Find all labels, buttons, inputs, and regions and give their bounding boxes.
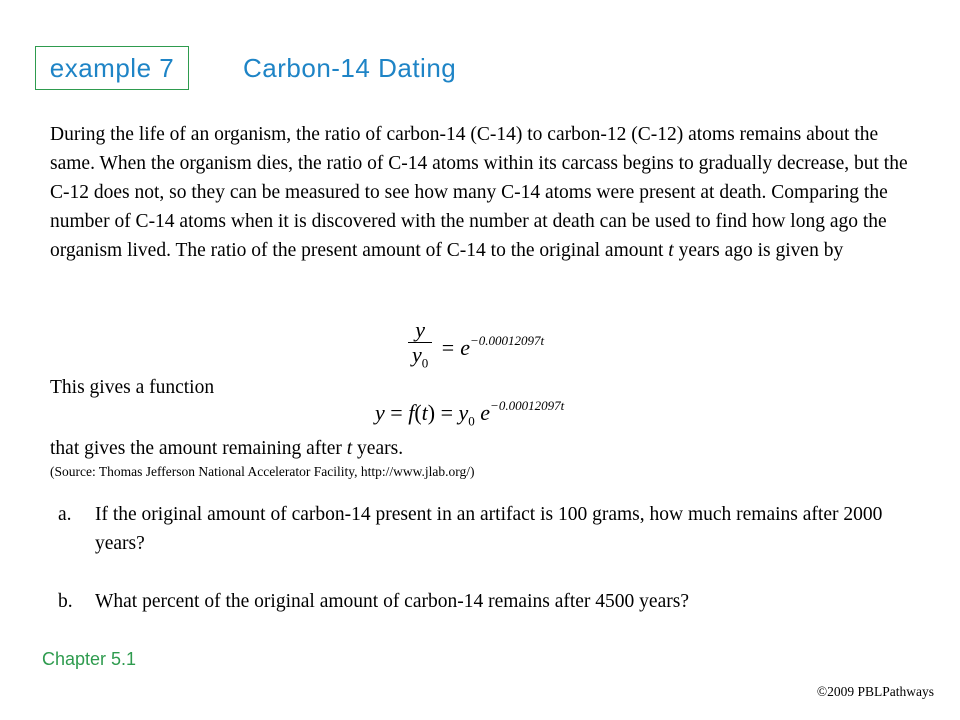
fraction-denominator [408, 342, 432, 375]
example-label-box [35, 46, 189, 90]
exponent: −0.00012097t [490, 398, 565, 413]
exponential-base: e [460, 334, 470, 360]
equals-sign-2: = [435, 400, 459, 425]
question-a [58, 500, 898, 558]
initial-amount-subscript: 0 [468, 413, 475, 429]
question-text: If the original amount of carbon-14 present in an artifact is 100 grams, how much remains after 2000 years? [95, 504, 883, 554]
function-argument: t [421, 400, 428, 425]
exponential-base: e [474, 400, 491, 425]
intro-text-end: years ago is given by [673, 240, 844, 261]
question-letter: b. [58, 591, 73, 612]
close-paren: ) [427, 400, 436, 425]
intro-paragraph [50, 120, 910, 265]
equals-sign: = [441, 334, 455, 360]
function-equation [375, 398, 564, 429]
question-text: What percent of the original amount of carbon-14 remains after 4500 years? [95, 591, 689, 612]
source-citation: (Source: Thomas Jefferson National Accelerator Facility, http://www.jlab.org/) [50, 464, 475, 479]
remaining-text [50, 438, 403, 460]
chapter-label: Chapter 5.1 [42, 649, 137, 669]
example-label: example 7 [49, 52, 175, 83]
question-letter: a. [58, 504, 72, 525]
ratio-fraction [408, 318, 432, 375]
equals-sign-1: = [384, 400, 409, 425]
function-intro: This gives a function [50, 377, 215, 398]
ratio-equation-rhs [442, 333, 544, 361]
remaining-text-end: years. [352, 438, 404, 459]
exponent: −0.00012097t [469, 332, 545, 348]
page-title: Carbon-14 Dating [243, 53, 457, 83]
open-paren: ( [414, 400, 422, 425]
fraction-numerator: y [415, 317, 426, 342]
initial-amount-base: y [458, 400, 469, 425]
remaining-t-variable: t [346, 438, 353, 459]
function-lhs: y [375, 400, 385, 425]
denominator-subscript: 0 [421, 355, 429, 371]
function-name: f [408, 400, 415, 425]
question-b [58, 587, 898, 616]
intro-t-variable: t [668, 240, 674, 261]
intro-text-start: During the life of an organism, the ratio of carbon-14 (C-14) to carbon-12 (C-12) atoms remains about the same. When the organism dies, the ratio of C-14 atoms within its carcass begins to gradually decrease, but the C-12 does not, so they can be measured to see how many C-14 atoms were present at death. Comparing the number of C-14 atoms when it is discovered with the number at death can be used to find how long ago the organism lived. The ratio of the present amount of C-14 to the original amount [50, 124, 908, 261]
ratio-equation [408, 318, 544, 375]
remaining-text-start: that gives the amount remaining after [50, 438, 347, 459]
copyright-notice: ©2009 PBLPathways [816, 684, 934, 699]
denominator-base: y [412, 342, 422, 367]
